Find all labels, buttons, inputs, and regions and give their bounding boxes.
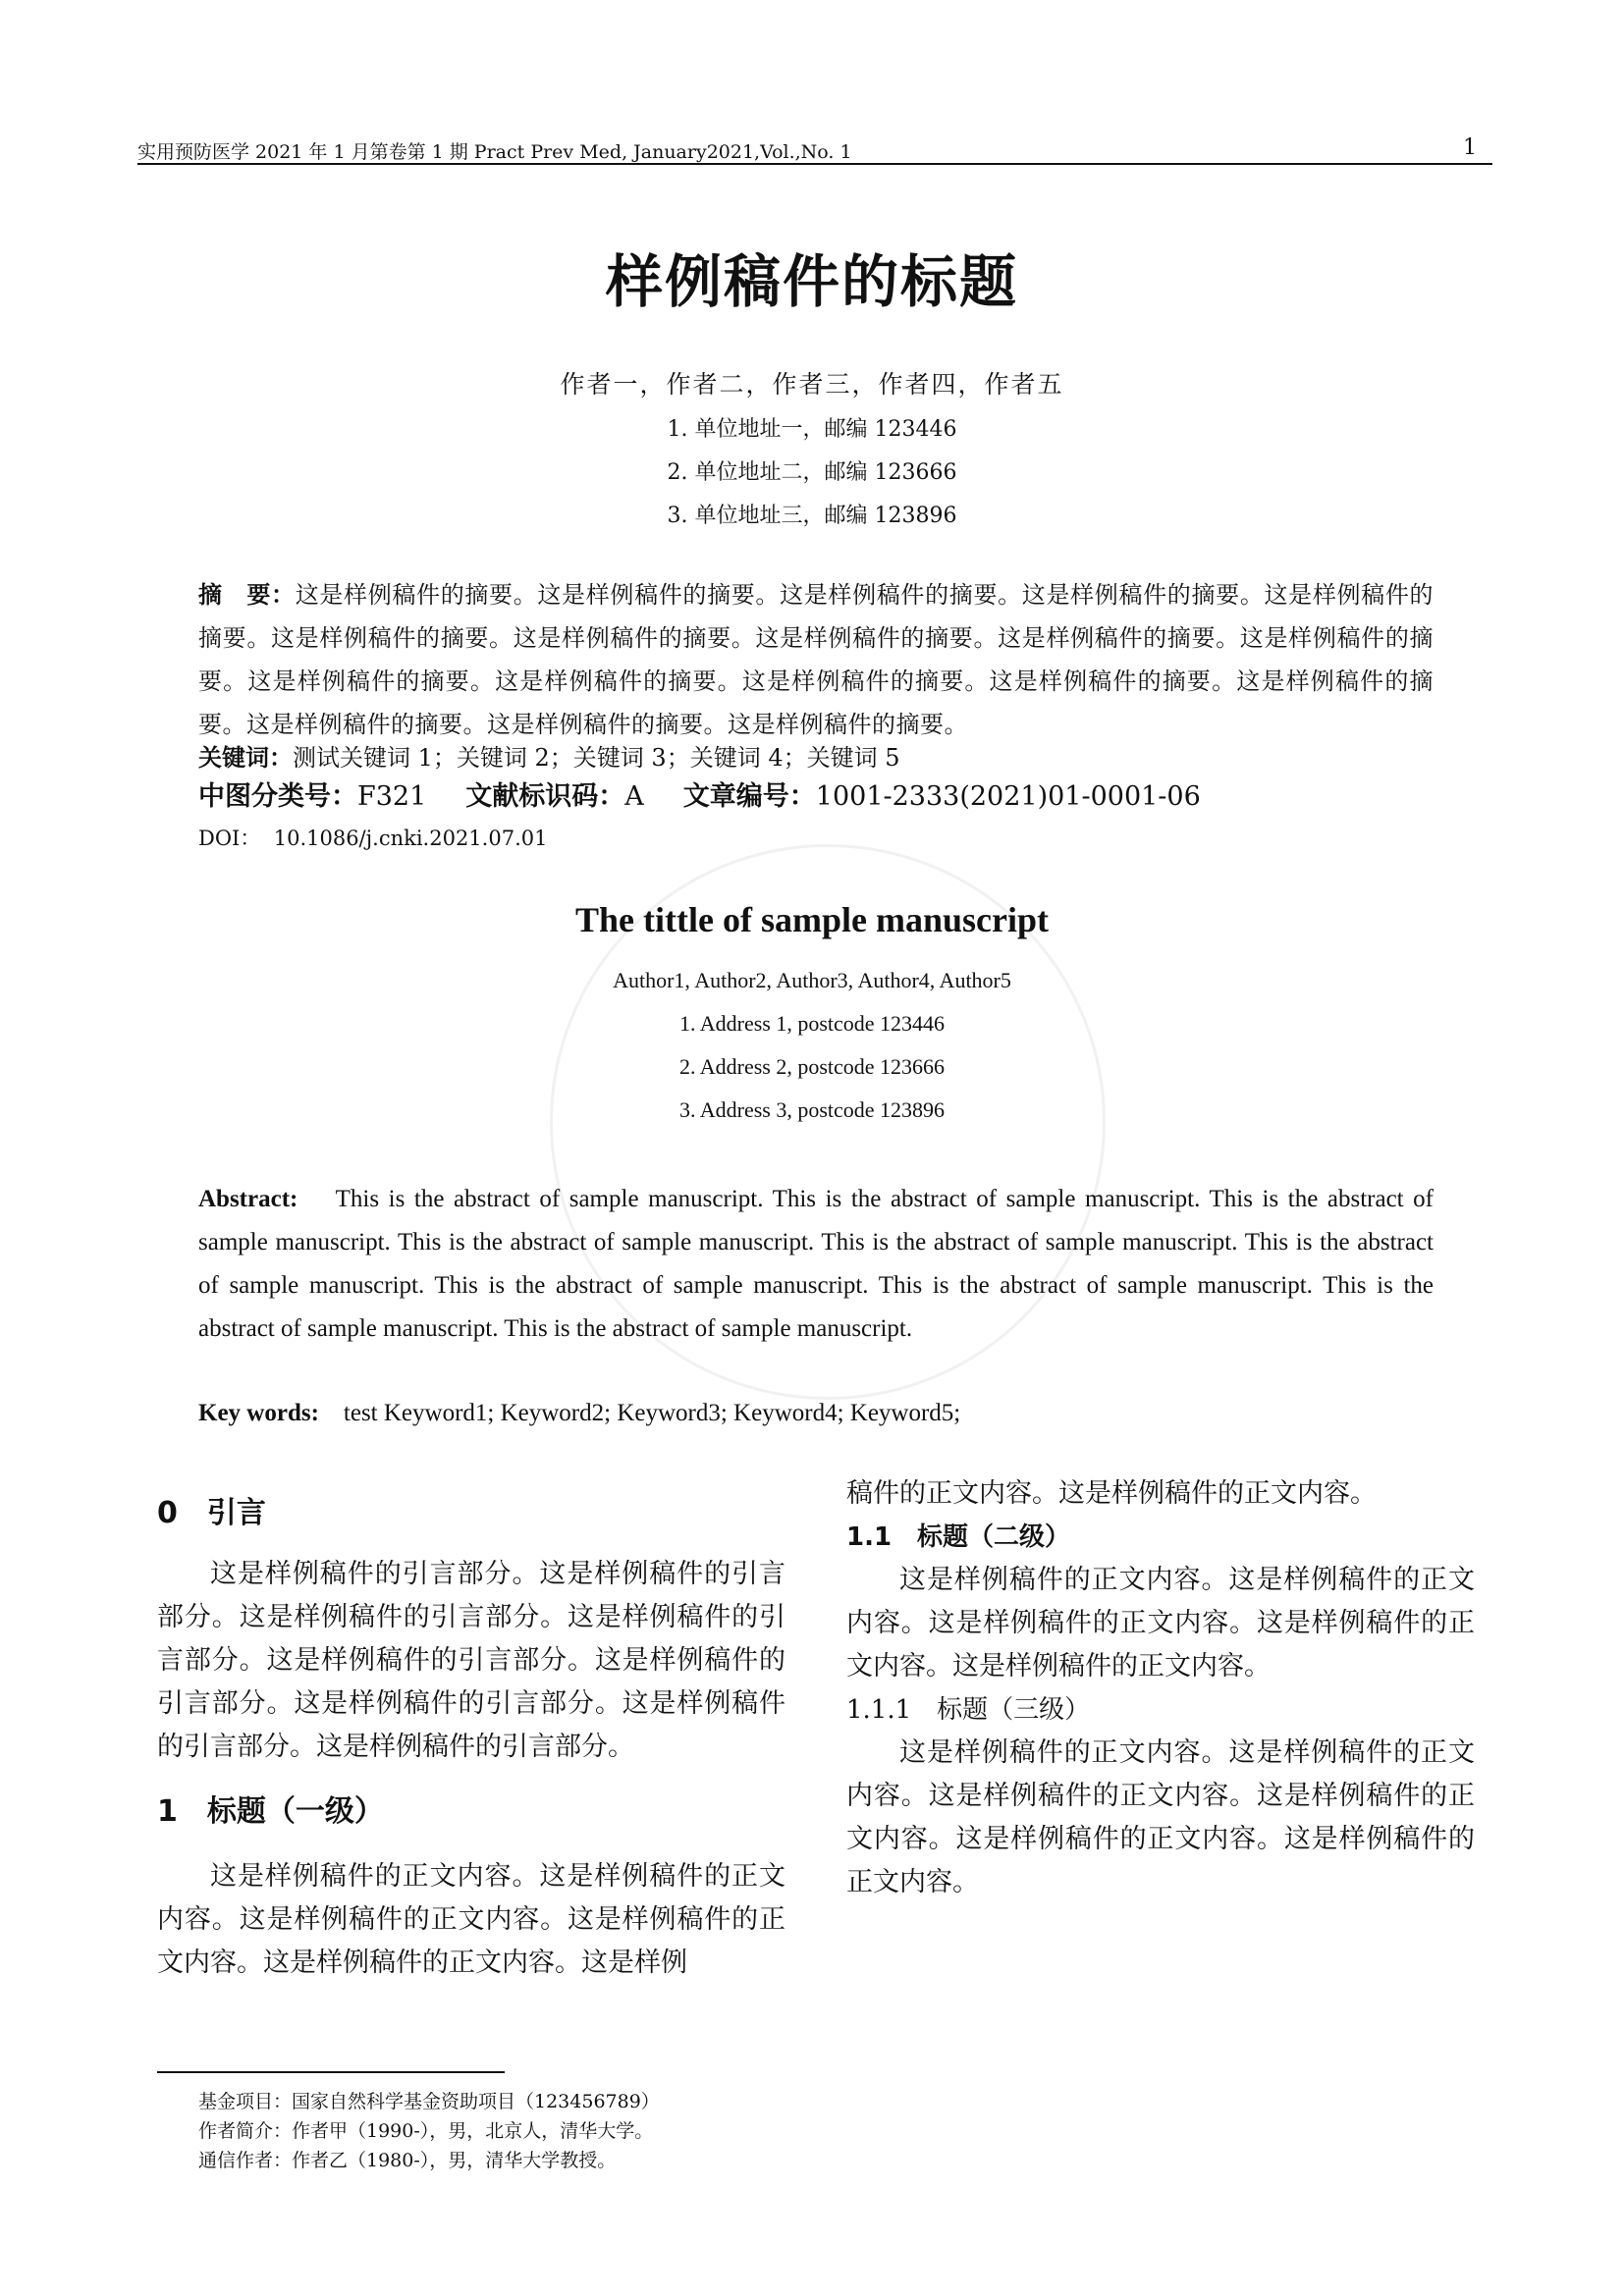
chinese-title: 样例稿件的标题: [605, 248, 1018, 315]
chinese-abstract: [198, 573, 1434, 746]
section-1-1-1-text: 这是样例稿件的正文内容。这是样例稿件的正文内容。这是样例稿件的正文内容。这是样例稿件的正文内容。这是样例稿件的正文内容。这是样例稿件的正文内容。: [846, 1737, 1475, 1897]
footnote-author-bio: 作者简介：作者甲（1990-），男，北京人，清华大学。: [198, 2120, 654, 2142]
doi-line: [198, 817, 1434, 860]
article-no-value: 1001-2333(2021)01-0001-06: [815, 781, 1201, 812]
section-0-heading: 0 引言: [157, 1496, 266, 1530]
chinese-abstract-text: 这是样例稿件的摘要。这是样例稿件的摘要。这是样例稿件的摘要。这是样例稿件的摘要。这是样例稿件的摘要。这是样例稿件的摘要。这是样例稿件的摘要。这是样例稿件的摘要。这是样例稿件的摘要。这是样例稿件的摘要。这是样例稿件的摘要。这是样例稿件的摘要。这是样例稿件的摘要。这是样例稿件的摘要。这是样例稿件的摘要。这是样例稿件的摘要。这是样例稿件的摘要。这是样例稿件的摘要。: [198, 581, 1435, 738]
doi-label: DOI：: [198, 827, 261, 850]
chinese-affiliation-1: 1. 单位地址一，邮编 123446: [667, 417, 957, 442]
left-column: [157, 1492, 785, 1985]
english-affiliation-3: 3. Address 3, postcode 123896: [678, 1097, 946, 1122]
section-1-text: 这是样例稿件的正文内容。这是样例稿件的正文内容。这是样例稿件的正文内容。这是样例稿件的正文内容。这是样例稿件的正文内容。这是样例: [157, 1861, 785, 1978]
english-abstract: [198, 1178, 1434, 1351]
section-1-continued-text: 稿件的正文内容。这是样例稿件的正文内容。: [846, 1478, 1377, 1509]
english-abstract-label: Abstract:: [198, 1186, 298, 1212]
doi-value: 10.1086/j.cnki.2021.07.01: [273, 827, 548, 850]
page-number: 1: [1463, 135, 1477, 160]
section-1-1-heading: 1.1 标题（二级）: [846, 1522, 1071, 1552]
article-no-label: 文章编号：: [682, 781, 816, 812]
footnote-corresponding: 通信作者：作者乙（1980-），男，清华大学教授。: [198, 2150, 617, 2171]
right-column: [846, 1472, 1475, 1904]
clc-value: F321: [357, 781, 427, 812]
doc-code-value: A: [624, 781, 644, 812]
clc-label: 中图分类号：: [198, 781, 357, 812]
english-abstract-text: This is the abstract of sample manuscript. This is the abstract of sample manuscript. This is the abstract of sample manuscript. This is the abstract of sample manuscript. This is the abstract of sample manuscript. This is the abstract of sample manuscript. This is the abstract of sample manuscript. This is the abstract of sample manuscript. This is the abstract of sample manuscript. This is the abstract of sample manuscript.: [198, 1186, 1435, 1342]
footnote-rule: [157, 2071, 505, 2073]
english-keywords-text: test Keyword1; Keyword2; Keyword3; Keyword4; Keyword5;: [343, 1400, 961, 1426]
section-1-1-1-heading: 1.1.1 标题（三级）: [846, 1695, 1091, 1725]
header-rule: [137, 163, 1492, 165]
section-1-heading: 1 标题（一级）: [157, 1794, 384, 1829]
classification-line: [198, 775, 1434, 819]
english-affiliation-2: 2. Address 2, postcode 123666: [678, 1054, 946, 1079]
running-header: 实用预防医学 2021 年 1 月第卷第 1 期 Pract Prev Med, January2021,Vol.,No. 1: [137, 141, 852, 163]
chinese-affiliation-3: 3. 单位地址三，邮编 123896: [667, 504, 957, 528]
english-authors: Author1, Author2, Author3, Author4, Author5: [613, 968, 1011, 992]
section-1-1-text: 这是样例稿件的正文内容。这是样例稿件的正文内容。这是样例稿件的正文内容。这是样例稿件的正文内容。这是样例稿件的正文内容。: [846, 1565, 1475, 1682]
english-affiliation-1: 1. Address 1, postcode 123446: [678, 1011, 946, 1036]
chinese-authors: 作者一，作者二，作者三，作者四，作者五: [560, 370, 1064, 399]
chinese-abstract-label: 摘 要：: [198, 581, 296, 609]
english-keywords-label: Key words:: [198, 1400, 319, 1426]
chinese-affiliation-2: 2. 单位地址二，邮编 123666: [667, 460, 957, 485]
english-keywords: [198, 1392, 1434, 1435]
chinese-keywords: [198, 736, 1434, 779]
chinese-keywords-label: 关键词：: [198, 744, 293, 772]
chinese-keywords-text: 测试关键词 1；关键词 2；关键词 3；关键词 4；关键词 5: [293, 744, 900, 772]
doc-code-label: 文献标识码：: [465, 781, 625, 812]
section-0-text: 这是样例稿件的引言部分。这是样例稿件的引言部分。这是样例稿件的引言部分。这是样例稿件的引言部分。这是样例稿件的引言部分。这是样例稿件的引言部分。这是样例稿件的引言部分。这是样例稿件的引言部分。这是样例稿件的引言部分。: [157, 1559, 785, 1762]
footnote-funding: 基金项目：国家自然科学基金资助项目（123456789）: [198, 2091, 660, 2112]
english-title: The tittle of sample manuscript: [575, 900, 1049, 939]
